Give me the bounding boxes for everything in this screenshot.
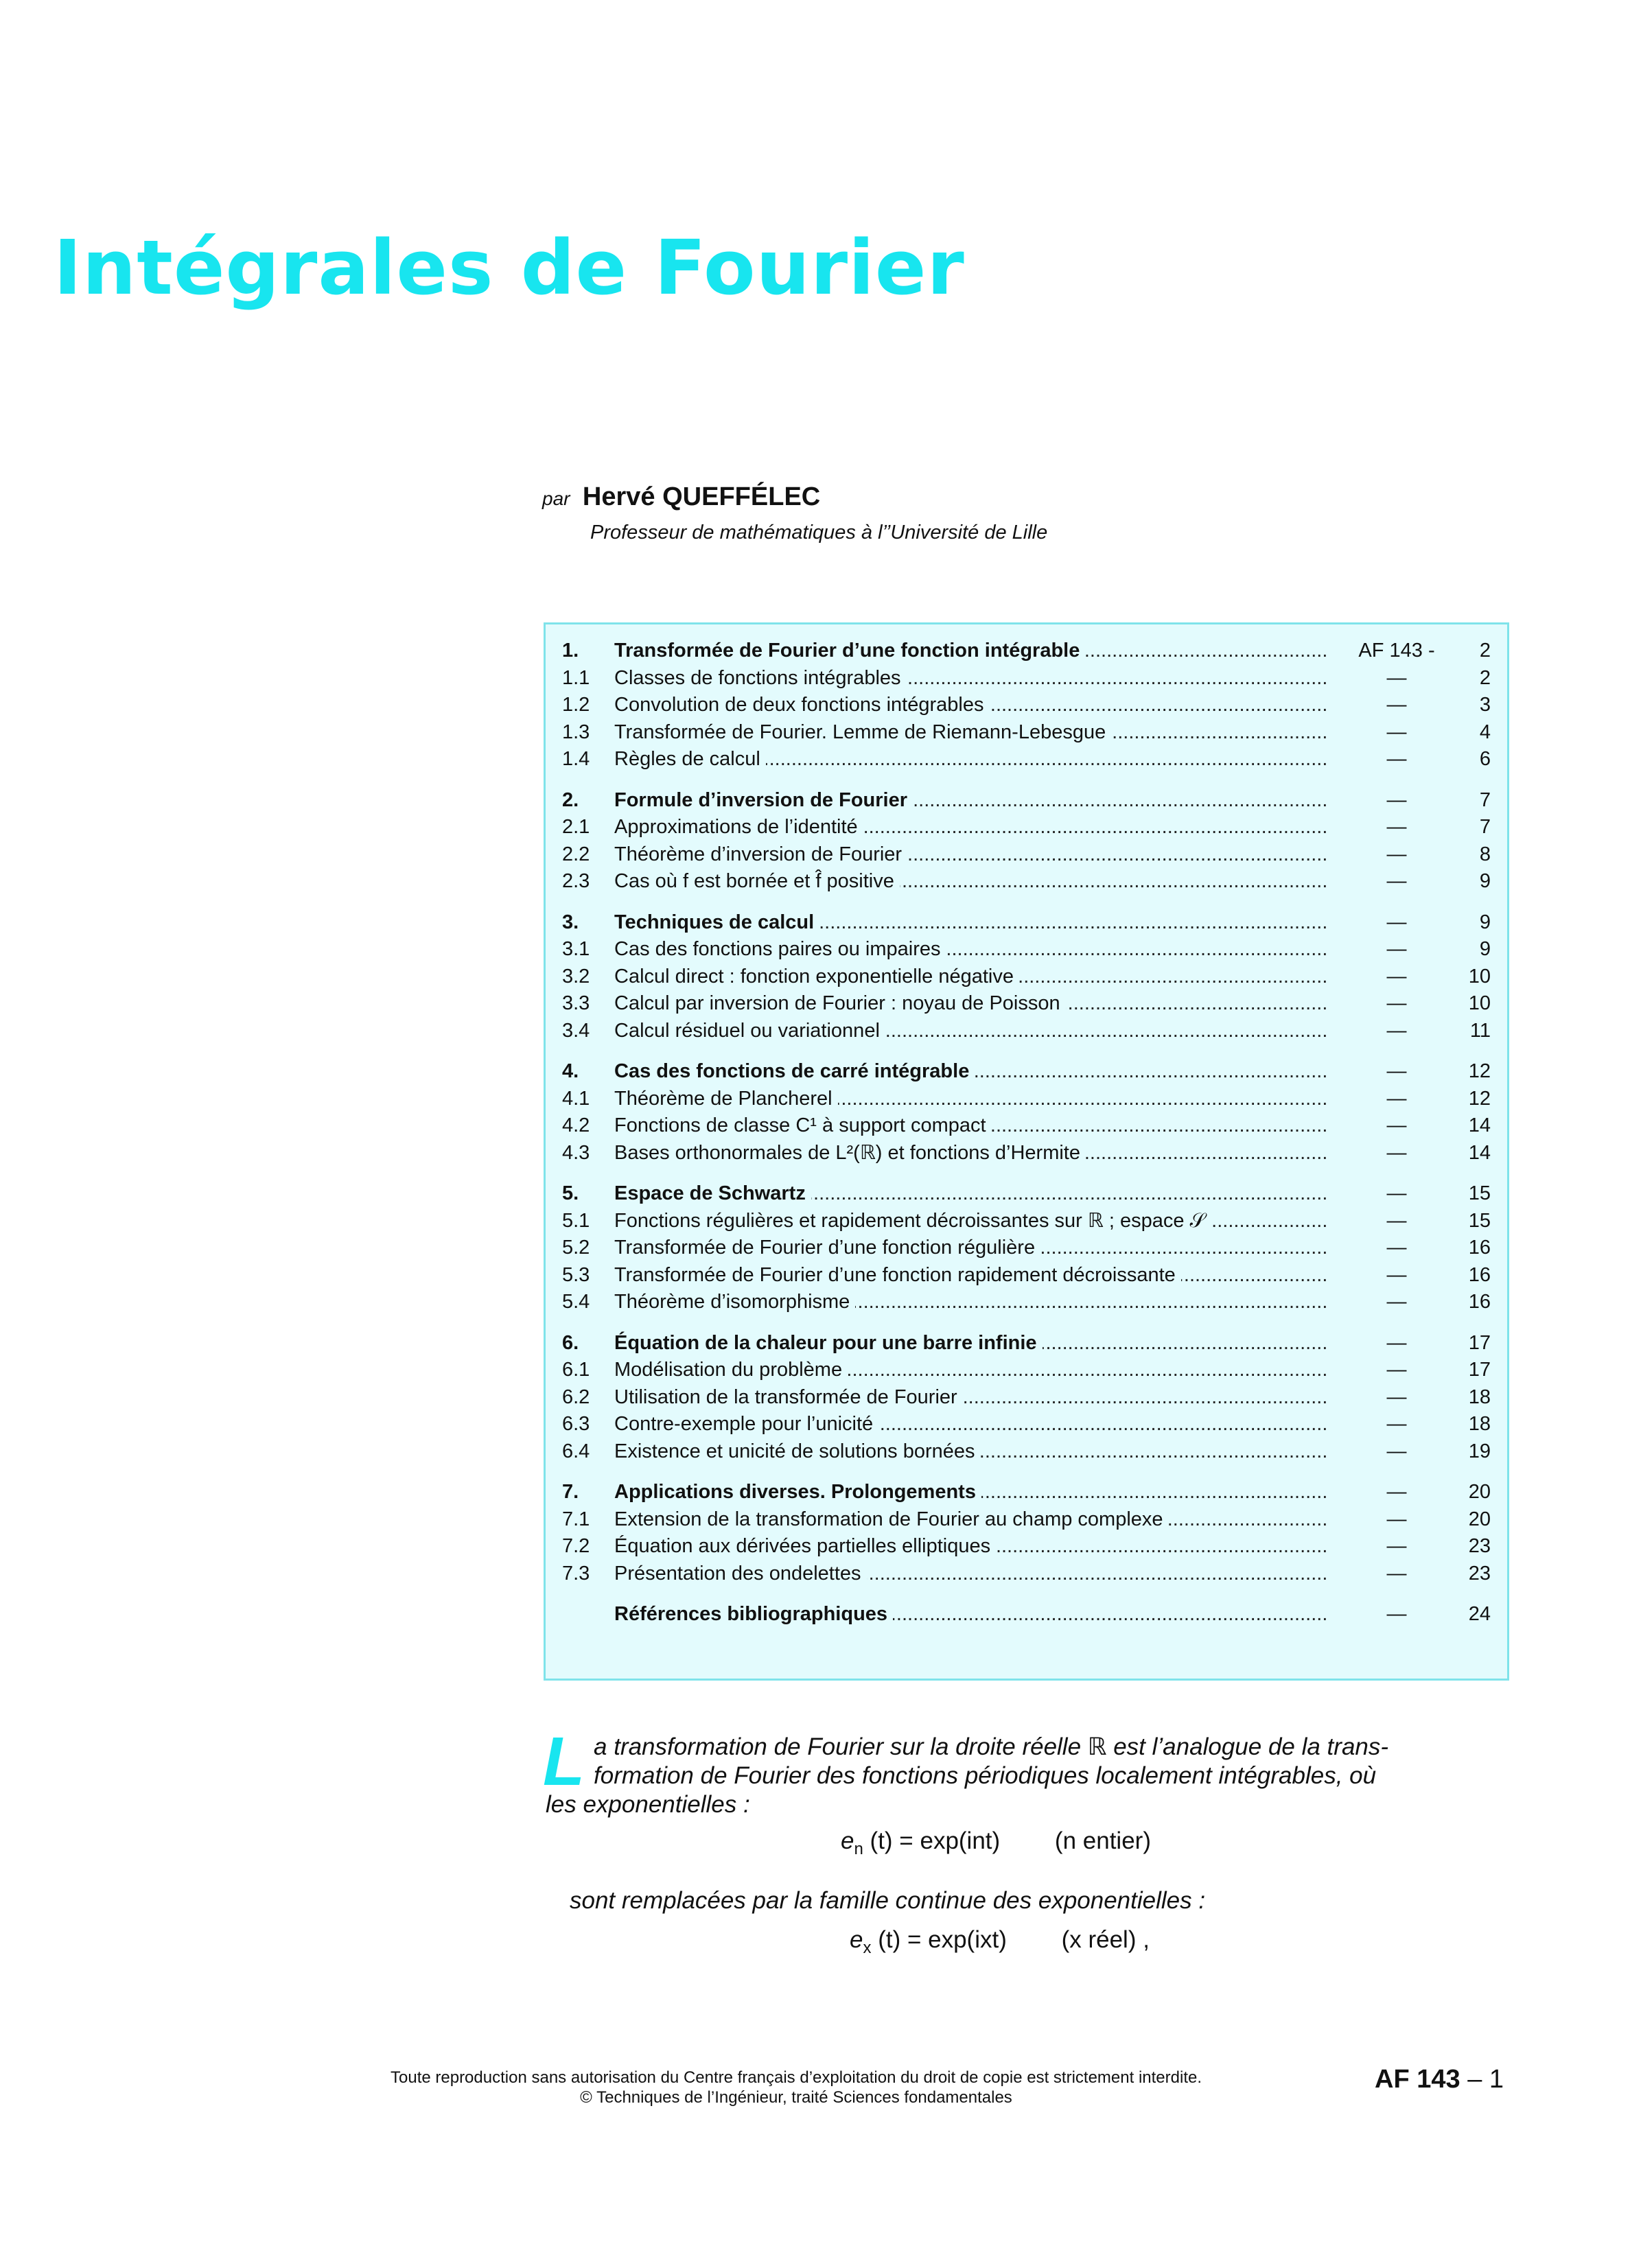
toc-entry-number: 3.1 bbox=[562, 938, 590, 960]
toc-entry-label bbox=[614, 867, 1328, 895]
toc-entry-reference: — bbox=[1386, 1562, 1407, 1585]
toc-entry bbox=[546, 963, 1507, 990]
toc-entry-label-text: Présentation des ondelettes bbox=[614, 1563, 867, 1585]
toc-entry-number: 7.1 bbox=[562, 1508, 590, 1530]
toc-entry-label bbox=[614, 963, 1328, 990]
toc-entry-label-text: Théorème d’inversion de Fourier bbox=[614, 843, 907, 865]
toc-entry-label-text: Transformée de Fourier. Lemme de Riemann-Lebesgue bbox=[614, 721, 1111, 743]
formula1-note: (n entier) bbox=[1054, 1827, 1151, 1854]
toc-entry-reference: — bbox=[1386, 1182, 1407, 1204]
toc-entry-number: 5.1 bbox=[562, 1209, 590, 1232]
toc-entry-reference: — bbox=[1386, 1291, 1407, 1313]
toc-entry-label bbox=[614, 1180, 1328, 1207]
toc-entry-page: 8 bbox=[1479, 843, 1491, 865]
toc-entry-reference: — bbox=[1386, 1060, 1407, 1082]
toc-entry-reference: — bbox=[1386, 1603, 1407, 1625]
toc-entry-page: 7 bbox=[1479, 788, 1491, 811]
toc-entry-label-text: Applications diverses. Prolongements bbox=[614, 1481, 981, 1503]
toc-entry bbox=[546, 637, 1507, 664]
toc-entry-label-text: Modélisation du problème bbox=[614, 1359, 848, 1381]
toc-entry-number: 2. bbox=[562, 788, 579, 811]
toc-entry-label bbox=[614, 1600, 1328, 1628]
toc-entry-label bbox=[614, 990, 1328, 1017]
toc-entry-label-text: Convolution de deux fonctions intégrables bbox=[614, 694, 989, 716]
toc-entry-label bbox=[614, 718, 1328, 746]
toc-entry-reference: — bbox=[1386, 1114, 1407, 1136]
formula-continuous-exponential bbox=[850, 1926, 1150, 1958]
author-name: Hervé QUEFFÉLEC bbox=[582, 482, 821, 511]
toc-entry bbox=[546, 745, 1507, 773]
toc-entry-label-text: Calcul résiduel ou variationnel bbox=[614, 1020, 885, 1042]
toc-entry-reference: AF 143 - bbox=[1358, 640, 1435, 662]
toc-entry-page: 15 bbox=[1468, 1209, 1491, 1232]
toc-entry bbox=[546, 1085, 1507, 1112]
toc-entry bbox=[546, 718, 1507, 746]
toc-entry-label bbox=[614, 935, 1328, 963]
toc-entry-page: 2 bbox=[1479, 640, 1491, 662]
toc-entry bbox=[546, 1112, 1507, 1139]
toc-entry-page: 14 bbox=[1468, 1141, 1491, 1164]
toc-entry-reference: — bbox=[1386, 911, 1407, 933]
toc-entry-page: 9 bbox=[1479, 870, 1491, 892]
toc-entry-label bbox=[614, 1085, 1328, 1112]
toc-entry-label-text: Théorème de Plancherel bbox=[614, 1088, 838, 1110]
toc-entry-label-text: Calcul par inversion de Fourier : noyau de Poisson bbox=[614, 992, 1066, 1014]
toc-entry-label bbox=[614, 1234, 1328, 1261]
toc-entry-label-text: Transformée de Fourier d’une fonction régulière bbox=[614, 1237, 1040, 1259]
toc-entry-reference: — bbox=[1386, 1141, 1407, 1164]
toc-entry-number: 1.2 bbox=[562, 694, 590, 716]
toc-entry-reference: — bbox=[1386, 1386, 1407, 1408]
toc-entry bbox=[546, 1288, 1507, 1316]
toc-entry-reference: — bbox=[1386, 1413, 1407, 1435]
toc-entry-reference: — bbox=[1386, 721, 1407, 743]
toc-entry-number: 1.1 bbox=[562, 666, 590, 689]
toc-entry-number: 4.1 bbox=[562, 1087, 590, 1110]
toc-entry-reference: — bbox=[1386, 1481, 1407, 1503]
toc-entry-number: 1.3 bbox=[562, 721, 590, 743]
intro-line-3: les exponentielles : bbox=[546, 1791, 750, 1818]
toc-entry bbox=[546, 1180, 1507, 1207]
toc-entry-label-text: Espace de Schwartz bbox=[614, 1182, 811, 1204]
toc-entry-label-text: Théorème d’isomorphisme bbox=[614, 1291, 855, 1313]
toc-entry-reference: — bbox=[1386, 1087, 1407, 1110]
toc-entry-label bbox=[614, 1139, 1328, 1167]
toc-entry-number: 1.4 bbox=[562, 748, 590, 770]
toc-entry-page: 18 bbox=[1468, 1413, 1491, 1435]
toc-entry bbox=[546, 1261, 1507, 1289]
toc-entry-label bbox=[614, 637, 1328, 664]
toc-entry-page: 19 bbox=[1468, 1440, 1491, 1462]
toc-entry-label-text: Extension de la transformation de Fourier au champ complexe bbox=[614, 1508, 1169, 1530]
toc-entry-reference: — bbox=[1386, 1209, 1407, 1232]
toc-entry-label-text: Calcul direct : fonction exponentielle négative bbox=[614, 966, 1019, 987]
toc-entry bbox=[546, 1207, 1507, 1235]
intro-middle-text: sont remplacées par la famille continue des exponentielles : bbox=[570, 1887, 1206, 1914]
toc-entry-label bbox=[614, 1057, 1328, 1085]
footer-line-1: Toute reproduction sans autorisation du Centre français d’exploitation du droit de copie est strictement interdite. bbox=[391, 2068, 1202, 2087]
formula2-note: (x réel) , bbox=[1061, 1926, 1150, 1953]
formula1-symbol: e bbox=[841, 1827, 854, 1854]
toc-entry-label bbox=[614, 1288, 1328, 1316]
toc-entry-page: 16 bbox=[1468, 1263, 1491, 1286]
toc-entry-label-text: Classes de fonctions intégrables bbox=[614, 667, 907, 689]
toc-entry-number: 2.3 bbox=[562, 870, 590, 892]
toc-entry-reference: — bbox=[1386, 938, 1407, 960]
toc-entry-page: 3 bbox=[1479, 694, 1491, 716]
toc-entry-number: 5. bbox=[562, 1182, 579, 1204]
toc-entry-label bbox=[614, 1261, 1328, 1289]
toc-entry-reference: — bbox=[1386, 1237, 1407, 1259]
toc-entry bbox=[546, 1057, 1507, 1085]
toc-entry-number: 2.1 bbox=[562, 816, 590, 838]
toc-entry-label-text: Formule d’inversion de Fourier bbox=[614, 789, 913, 811]
author-affiliation: Professeur de mathématiques à l’’Université de Lille bbox=[590, 522, 1048, 543]
toc-entry-label-text: Règles de calcul bbox=[614, 748, 766, 770]
toc-entry-label bbox=[614, 1560, 1328, 1587]
toc-entry-number: 5.3 bbox=[562, 1263, 590, 1286]
toc-entry-label-text: Techniques de calcul bbox=[614, 911, 819, 933]
toc-entry bbox=[546, 867, 1507, 895]
toc-entry bbox=[546, 1438, 1507, 1465]
toc-entry-label bbox=[614, 909, 1328, 936]
copyright-footer bbox=[275, 2068, 1318, 2107]
toc-entry-number: 3.3 bbox=[562, 992, 590, 1014]
toc-entry-label-text: Transformée de Fourier d’une fonction rapidement décroissante bbox=[614, 1264, 1181, 1286]
toc-entry-label bbox=[614, 1112, 1328, 1139]
toc-entry-page: 14 bbox=[1468, 1114, 1491, 1136]
toc-entry-page: 9 bbox=[1479, 938, 1491, 960]
toc-entry-label-text: Cas des fonctions de carré intégrable bbox=[614, 1060, 975, 1082]
introduction bbox=[543, 1723, 1513, 1819]
intro-line-1: a transformation de Fourier sur la droite réelle ℝ est l’analogue de la trans- bbox=[594, 1733, 1389, 1760]
toc-entry bbox=[546, 1234, 1507, 1261]
toc-entry bbox=[546, 1329, 1507, 1357]
toc-entry-page: 24 bbox=[1468, 1603, 1491, 1625]
toc-entry bbox=[546, 1532, 1507, 1560]
toc-entry-reference: — bbox=[1386, 1331, 1407, 1354]
toc-entry bbox=[546, 1410, 1507, 1438]
toc-entry-reference: — bbox=[1386, 1359, 1407, 1381]
toc-entry bbox=[546, 1383, 1507, 1411]
toc-entry-page: 7 bbox=[1479, 816, 1491, 838]
toc-entry-page: 12 bbox=[1468, 1087, 1491, 1110]
table-of-contents bbox=[544, 622, 1509, 1681]
toc-entry-number: 6.1 bbox=[562, 1359, 590, 1381]
toc-entry-number: 3. bbox=[562, 911, 579, 933]
toc-entry-label-text: Cas des fonctions paires ou impaires bbox=[614, 938, 946, 960]
formula2-expression: (t) = exp(ixt) bbox=[871, 1926, 1007, 1953]
toc-entry-number: 6. bbox=[562, 1331, 579, 1354]
formula1-expression: (t) = exp(int) bbox=[863, 1827, 1001, 1854]
toc-entry-label-text: Cas où f est bornée et f̂ positive bbox=[614, 870, 900, 892]
toc-entry-page: 10 bbox=[1468, 992, 1491, 1014]
page-number: – 1 bbox=[1467, 2065, 1504, 2094]
toc-entry-reference: — bbox=[1386, 870, 1407, 892]
toc-entry bbox=[546, 1017, 1507, 1044]
author-line bbox=[542, 482, 820, 512]
toc-entry bbox=[546, 1600, 1507, 1628]
toc-entry-page: 23 bbox=[1468, 1535, 1491, 1557]
document-title: Intégrales de Fourier bbox=[54, 224, 965, 312]
toc-entry-label bbox=[614, 745, 1328, 773]
toc-entry-reference: — bbox=[1386, 992, 1407, 1014]
toc-entry bbox=[546, 813, 1507, 841]
toc-entry-number: 3.2 bbox=[562, 965, 590, 987]
toc-entry-page: 23 bbox=[1468, 1562, 1491, 1585]
toc-entry-label-text: Existence et unicité de solutions bornées bbox=[614, 1440, 981, 1462]
toc-entry-number: 2.2 bbox=[562, 843, 590, 865]
toc-entry-page: 9 bbox=[1479, 911, 1491, 933]
toc-entry-label bbox=[614, 1410, 1328, 1438]
toc-entry-label bbox=[614, 664, 1328, 692]
toc-entry bbox=[546, 1478, 1507, 1506]
toc-entry-label-text: Utilisation de la transformée de Fourier bbox=[614, 1386, 963, 1408]
page-identifier bbox=[1375, 2065, 1504, 2094]
toc-entry-label-text: Fonctions de classe C¹ à support compact bbox=[614, 1114, 992, 1136]
toc-entry-number: 7.2 bbox=[562, 1535, 590, 1557]
toc-entry-label bbox=[614, 786, 1328, 814]
formula-discrete-exponential bbox=[841, 1827, 1151, 1859]
toc-entry-number: 4.2 bbox=[562, 1114, 590, 1136]
toc-entry-label-text: Contre-exemple pour l’unicité bbox=[614, 1413, 878, 1435]
toc-entry-page: 20 bbox=[1468, 1508, 1491, 1530]
toc-entry-reference: — bbox=[1386, 965, 1407, 987]
toc-entry-page: 16 bbox=[1468, 1237, 1491, 1259]
toc-entry bbox=[546, 990, 1507, 1017]
toc-entry-number: 1. bbox=[562, 640, 579, 662]
toc-entry-number: 7. bbox=[562, 1481, 579, 1503]
toc-entry-reference: — bbox=[1386, 1508, 1407, 1530]
toc-entry-reference: — bbox=[1386, 1535, 1407, 1557]
footer-line-2: © Techniques de l’Ingénieur, traité Sciences fondamentales bbox=[580, 2088, 1012, 2107]
toc-entry bbox=[546, 786, 1507, 814]
toc-entry-label-text: Transformée de Fourier d’une fonction intégrable bbox=[614, 640, 1085, 662]
toc-entry-reference: — bbox=[1386, 816, 1407, 838]
toc-entry-reference: — bbox=[1386, 1440, 1407, 1462]
toc-entry-number: 4. bbox=[562, 1060, 579, 1082]
toc-entry-label bbox=[614, 1438, 1328, 1465]
toc-entry-label bbox=[614, 1506, 1328, 1533]
toc-entry-page: 17 bbox=[1468, 1359, 1491, 1381]
toc-entry-number: 5.2 bbox=[562, 1237, 590, 1259]
toc-entry-number: 3.4 bbox=[562, 1019, 590, 1042]
formula1-subscript: n bbox=[854, 1840, 863, 1858]
toc-entry-label-text: Approximations de l’identité bbox=[614, 816, 863, 838]
toc-entry-number: 7.3 bbox=[562, 1562, 590, 1585]
toc-entry-label bbox=[614, 841, 1328, 868]
toc-entry-number: 6.3 bbox=[562, 1413, 590, 1435]
toc-entry-reference: — bbox=[1386, 1263, 1407, 1286]
author-prefix: par bbox=[542, 488, 570, 509]
toc-entry-label bbox=[614, 813, 1328, 841]
toc-entry-label bbox=[614, 1478, 1328, 1506]
toc-entry-reference: — bbox=[1386, 666, 1407, 689]
toc-entry-label bbox=[614, 1383, 1328, 1411]
drop-cap: L bbox=[543, 1723, 585, 1800]
toc-entry bbox=[546, 1506, 1507, 1533]
toc-entry-label bbox=[614, 1207, 1328, 1235]
toc-entry bbox=[546, 935, 1507, 963]
toc-entry-reference: — bbox=[1386, 1019, 1407, 1042]
toc-entry-number: 4.3 bbox=[562, 1141, 590, 1164]
toc-entry-label bbox=[614, 1017, 1328, 1044]
toc-entry-label bbox=[614, 1532, 1328, 1560]
toc-entry-label-text: Références bibliographiques bbox=[614, 1603, 893, 1625]
toc-entry-page: 4 bbox=[1479, 721, 1491, 743]
toc-entry-page: 20 bbox=[1468, 1481, 1491, 1503]
toc-entry-number: 6.2 bbox=[562, 1386, 590, 1408]
toc-entry-page: 6 bbox=[1479, 748, 1491, 770]
toc-entry-page: 17 bbox=[1468, 1331, 1491, 1354]
formula2-subscript: x bbox=[863, 1939, 872, 1957]
toc-entry-label bbox=[614, 1356, 1328, 1383]
toc-entry bbox=[546, 691, 1507, 718]
toc-entry bbox=[546, 841, 1507, 868]
toc-entry-page: 18 bbox=[1468, 1386, 1491, 1408]
toc-entry-reference: — bbox=[1386, 748, 1407, 770]
toc-entry-label bbox=[614, 1329, 1328, 1357]
toc-entry-page: 12 bbox=[1468, 1060, 1491, 1082]
toc-entry bbox=[546, 1560, 1507, 1587]
toc-entry-number: 6.4 bbox=[562, 1440, 590, 1462]
toc-entry bbox=[546, 664, 1507, 692]
toc-entry-reference: — bbox=[1386, 788, 1407, 811]
toc-entry-label-text: Équation aux dérivées partielles elliptiques bbox=[614, 1535, 996, 1557]
toc-entry-page: 15 bbox=[1468, 1182, 1491, 1204]
toc-entry-label bbox=[614, 691, 1328, 718]
toc-entry bbox=[546, 909, 1507, 936]
toc-entry-number: 5.4 bbox=[562, 1291, 590, 1313]
toc-entry-page: 11 bbox=[1469, 1019, 1491, 1042]
toc-entry-page: 10 bbox=[1468, 965, 1491, 987]
toc-entry-label-text: Équation de la chaleur pour une barre infinie bbox=[614, 1332, 1043, 1354]
toc-entry-reference: — bbox=[1386, 843, 1407, 865]
formula2-symbol: e bbox=[850, 1926, 863, 1953]
toc-entry-page: 2 bbox=[1479, 666, 1491, 689]
toc-entry-reference: — bbox=[1386, 694, 1407, 716]
toc-entry-page: 16 bbox=[1468, 1291, 1491, 1313]
toc-entry bbox=[546, 1356, 1507, 1383]
toc-entry bbox=[546, 1139, 1507, 1167]
toc-entry-label-text: Fonctions régulières et rapidement décroissantes sur ℝ ; espace 𝒮 bbox=[614, 1210, 1211, 1232]
document-code: AF 143 bbox=[1375, 2065, 1460, 2094]
intro-line-2: formation de Fourier des fonctions périodiques localement intégrables, où bbox=[594, 1762, 1377, 1789]
toc-entry-label-text: Bases orthonormales de L²(ℝ) et fonctions d’Hermite bbox=[614, 1142, 1086, 1164]
